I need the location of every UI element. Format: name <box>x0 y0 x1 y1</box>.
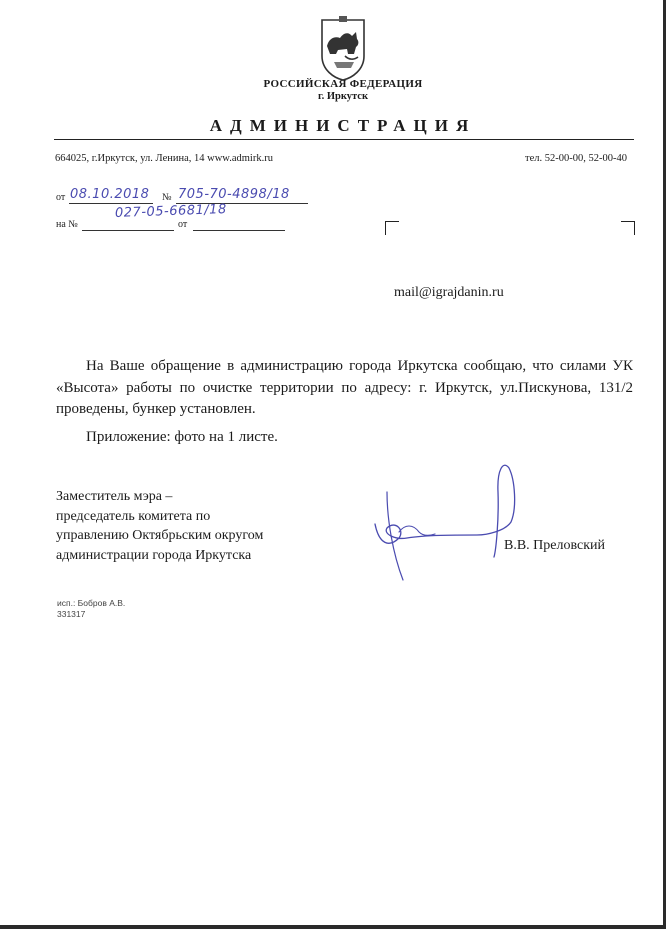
letterhead-divider <box>54 139 634 140</box>
appendix-note: Приложение: фото на 1 листе. <box>86 429 278 445</box>
address-corner-left <box>385 221 399 235</box>
executor-name: исп.: Бобров А.В. <box>57 598 126 608</box>
signer-name: В.В. Преловский <box>504 538 606 553</box>
from-label: от <box>56 192 66 203</box>
recipient-email: mail@igrajdanin.ru <box>394 285 504 300</box>
number-label: № <box>162 192 172 203</box>
reply-number-line <box>82 230 174 231</box>
address-corner-right <box>621 221 635 235</box>
letterhead-phone: тел. 52-00-00, 52-00-40 <box>525 153 627 164</box>
reply-number: 027-05-6681/18 <box>114 202 227 221</box>
executor-phone: 331317 <box>57 609 86 619</box>
outgoing-number: 705-70-4898/18 <box>178 187 290 202</box>
reply-from-label: от <box>178 219 188 230</box>
signer-position-line: Заместитель мэра – <box>56 489 173 504</box>
city-name: г. Иркутск <box>318 91 368 102</box>
reply-number-label: на № <box>56 219 78 230</box>
reply-date-line <box>193 230 285 231</box>
country-name: РОССИЙСКАЯ ФЕДЕРАЦИЯ <box>263 78 423 90</box>
executor-info <box>57 598 125 620</box>
letterhead-title: АДМИНИСТРАЦИЯ <box>209 116 477 135</box>
letterhead-address: 664025, г.Иркутск, ул. Ленина, 14 www.admirk.ru <box>55 153 273 164</box>
letter-body: На Ваше обращение в администрацию города Иркутска сообщаю, что силами УК «Высота» работы по очистке территории по адресу: г. Иркутск, ул.Пискунова, 131/2 проведены, бункер установлен. <box>56 358 633 417</box>
irkutsk-coat-of-arms-icon <box>318 16 368 82</box>
signer-position <box>56 487 263 565</box>
from-date-line <box>69 203 153 204</box>
signer-position-line: управлению Октябрьским округом <box>56 528 264 543</box>
handwritten-signature <box>365 462 525 587</box>
signer-position-line: администрации города Иркутска <box>56 547 252 563</box>
from-date: 08.10.2018 <box>70 187 150 202</box>
signer-position-line: председатель комитета по <box>56 508 211 524</box>
